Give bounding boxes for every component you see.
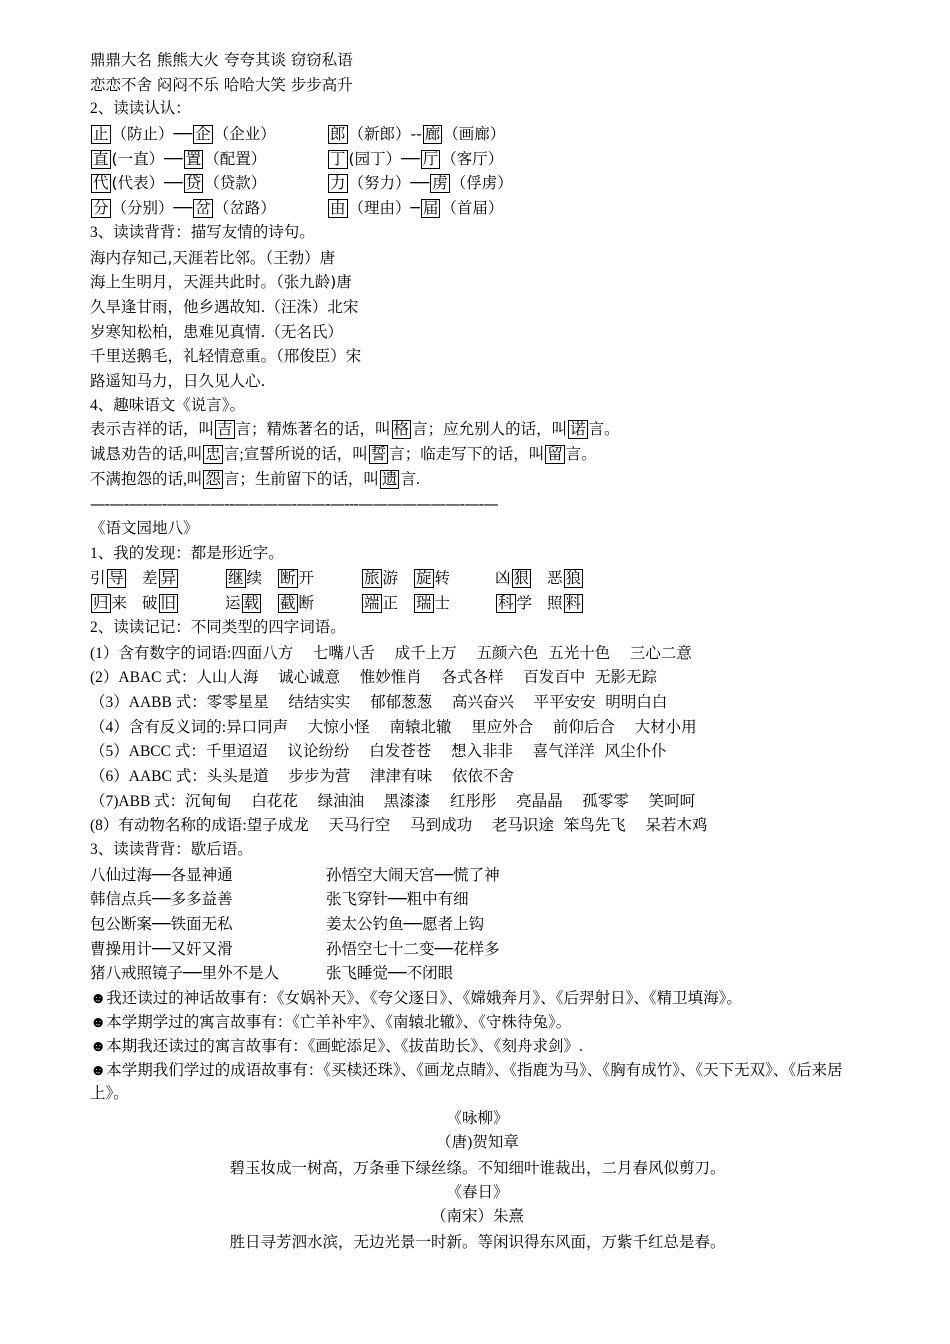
boxed-char: 旧 [160,594,177,613]
similar-char-word [90,591,142,616]
poems [90,1106,865,1254]
xiehouyu-row [90,961,865,986]
xiehouyu-item: 姜太公钓鱼──愿者上钩 [326,915,485,934]
poem-title: 《春日》 [446,1183,509,1202]
idiom-text: 人山人海 诚心诚意 惟妙惟肖 各式各样 百发百中 无影无踪 [196,668,658,687]
story-paragraph: ☻本期我还读过的寓言故事有：《画蛇添足》、《拔苗助长》、《刻舟求剑》. [90,1038,583,1056]
fun-text: 表示吉祥的话，叫 [90,421,215,439]
idiom-row [90,690,865,715]
fun-language-line [90,468,865,493]
section-title: 3、读读背背：描写友情的诗句。 [90,223,315,241]
idiom-label: (1）含有数字的词语: [90,644,232,662]
recognition-row [90,171,865,196]
idiom-label: （7)ABB 式： [90,792,186,810]
document-page [90,48,865,1254]
fun-text: 言；应允别人的话，叫 [412,421,568,439]
recognition-text: （企业） [213,125,276,144]
similar-char-word [495,591,547,616]
idiom-row [90,665,865,690]
recognition-text: （配置） [204,149,267,168]
similar-chars-row [90,566,865,591]
idiom-text: 异口同声 大惊小怪 南辕北辙 里应外合 前仰后合 大材小用 [226,717,697,736]
recognition-text: （理由）─ [348,199,420,218]
recognition-cell [90,147,327,172]
boxed-char: 吉 [217,421,233,439]
idiom-label: （3）AABB 式： [90,693,207,711]
section-title: 2、读读认认： [90,100,191,118]
boxed-char: 端 [364,594,380,613]
xiehouyu-item: 包公断案──铁面无私 [90,915,233,934]
plain-char: 破 [142,594,158,613]
boxed-char: 导 [108,569,125,588]
idiom-row [90,813,865,838]
boxed-char: 旅 [364,569,380,588]
boxed-char: 格 [393,421,410,439]
recognition-text: （画廊） [443,125,506,144]
boxed-char: 直 [93,149,109,168]
boxed-char: 岔 [195,199,211,218]
similar-char-word [547,566,607,591]
idiom-text: 四面八方 七嘴八舌 成千上万 五颜六色 五光十色 三心二意 [231,643,692,662]
idiom-label: （5）ABCC 式： [90,743,206,761]
similar-char-word [361,591,413,616]
fun-text: 言。 [588,421,620,439]
recognition-cell [90,171,327,196]
similar-char-word [413,566,479,591]
plain-char: 差 [142,569,158,588]
plain-char: 运 [225,594,241,613]
boxed-char: 狼 [565,569,582,588]
plain-char: 引 [90,569,106,588]
recognition-text: （岔路） [213,199,276,218]
recognition-cell [327,122,505,147]
boxed-char: 异 [160,569,177,588]
plain-char: 学 [516,594,533,613]
poem-text: 胜日寻芳泗水滨，无边光景一时新。等闲识得东风面，万紫千红总是春。 [229,1232,726,1251]
recognition-cell [90,196,327,221]
boxed-char: 届 [422,199,439,218]
section-title: 2、读读记记：不同类型的四字词语。 [90,618,346,636]
boxed-char: 厅 [422,149,439,168]
boxed-char: 丁 [330,149,346,168]
idiom-text: 头头是道 步步为营 津津有味 依依不舍 [206,766,514,785]
recognition-row [90,147,865,172]
plain-char: 续 [246,569,263,588]
idiom-row [90,739,865,764]
boxed-char: 狠 [513,569,530,588]
boxed-char: 怨 [205,470,221,488]
xiehouyu-row [90,887,865,912]
recognition-cell [327,147,503,172]
story-lists [90,987,865,1105]
xiehouyu-item: 曹操用计──又奸又滑 [90,939,233,958]
fun-text: 言;宣誓所说的话，叫 [223,446,368,463]
boxed-char: 代 [93,174,109,193]
xiehouyu-list [90,863,865,986]
boxed-char: 料 [565,594,582,613]
section-title: 1、我的发现：都是形近字。 [90,544,284,562]
similar-char-word [413,591,479,616]
friendship-verse: 千里送鹅毛，礼轻情意重。（邢俊臣）宋 [90,347,362,366]
plain-char: 断 [298,594,315,613]
similar-char-word [547,591,607,616]
recognition-row [90,122,865,147]
recognition-text: （贷款） [204,174,267,193]
boxed-char: 由 [330,199,346,218]
boxed-char: 企 [195,125,211,144]
fun-language-line [90,418,865,443]
friendship-verse: 海内存知己,天涯若比邻。（王勃）唐 [90,248,336,267]
recognition-table [90,122,865,221]
boxed-char: 截 [280,594,296,613]
boxed-char: 廊 [424,125,441,144]
boxed-char: 瑞 [416,594,432,613]
poem-title: 《咏柳》 [446,1109,509,1128]
idiom-text: 零零星星 结结实实 郁郁葱葱 高兴奋兴 平平安安 明明白白 [206,692,668,711]
boxed-char: 贷 [185,174,202,193]
boxed-char: 忠 [205,446,221,463]
boxed-char: 旋 [416,569,432,588]
plain-char: 转 [434,569,451,588]
xiehouyu-item: 孙悟空大闹天宫──慌了神 [326,865,500,884]
fun-language-line [90,443,865,468]
similar-char-word [495,566,547,591]
story-paragraph: ☻本学期学过的寓言故事有：《亡羊补牢》、《南辕北辙》、《守株待兔》。 [90,1014,572,1032]
boxed-char: 诺 [570,421,586,439]
recognition-text: （客厅） [441,149,504,168]
plain-char: 来 [111,594,128,613]
idiom-label: (2）ABAC 式： [90,669,197,687]
xiehouyu-row [90,937,865,962]
friendship-verse: 久旱逢甘雨，他乡遇故知.（汪洙）北宋 [90,297,359,316]
recognition-text: (一直）── [111,149,183,168]
boxed-char: 载 [243,594,260,613]
intro-line: 恋恋不舍 闷闷不乐 哈哈大笑 步步高升 [90,75,353,94]
story-paragraph: ☻本学期我们学过的成语故事有：《买椟还珠》、《画龙点睛》、《指鹿为马》、《胸有成竹》、《天下无双》、《后来居上》。 [90,1062,843,1103]
idiom-list [90,641,865,839]
boxed-char: 继 [228,569,244,588]
section-title: 4、趣味语文《说言》。 [90,396,246,414]
similar-char-word [361,566,413,591]
idiom-text: 望子成龙 天马行空 马到成功 老马识途 笨鸟先飞 呆若木鸡 [246,816,708,835]
recognition-text: （努力）── [348,174,430,193]
poem-author: （南宋）朱熹 [430,1207,524,1225]
fun-text: 言。 [565,446,597,463]
plain-char: 开 [298,569,315,588]
boxed-char: 虏 [432,174,448,193]
idiom-row [90,789,865,814]
plain-char: 游 [382,569,399,588]
fun-text: 言. [400,470,420,488]
recognition-cell [90,122,327,147]
similar-char-word [277,566,345,591]
recognition-text: （新郎）-- [348,125,422,144]
idiom-row [90,641,865,666]
boxed-char: 科 [498,594,514,613]
friendship-verse: 路遥知马力，日久见人心. [90,371,266,390]
idiom-label: （6）AABC 式： [90,767,207,785]
boxed-char: 归 [93,594,109,613]
xiehouyu-row [90,912,865,937]
similar-char-word [277,591,345,616]
boxed-char: 止 [93,125,109,144]
friendship-verse: 岁寒知松柏，患难见真情.（无名氏） [90,322,343,341]
recognition-cell [327,196,503,221]
friendship-verse: 海上生明月，天涯共此时。（张九龄)唐 [90,273,352,292]
similar-char-word [90,566,142,591]
divider-line: —-—-—-—-————--————-——-—---———————-—-— [90,495,498,514]
plain-char: 照 [547,594,563,613]
poem-author: （唐)贺知章 [436,1133,519,1151]
recognition-text: （防止）── [111,125,193,144]
story-paragraph: ☻我还读过的神话故事有：《女娲补天》、《夸父逐日》、《嫦娥奔月》、《后羿射日》、《精卫填海》。 [90,990,742,1008]
similar-char-word [142,591,209,616]
plain-char: 士 [434,594,451,613]
intro-line: 鼎鼎大名 熊熊大火 夸夸其谈 窃窃私语 [90,51,353,69]
boxed-char: 力 [330,174,346,193]
fun-language-lines [90,418,865,492]
recognition-text: （分别）── [111,199,193,218]
fun-text: 言；生前留下的话，叫 [223,470,379,488]
recognition-text: (园丁）── [348,149,420,168]
poem-lines [90,246,865,394]
fun-text: 诚恳劝告的话,叫 [90,446,203,463]
plain-char: 恶 [547,569,563,588]
plain-char: 正 [382,594,399,613]
xiehouyu-item: 张飞睡觉──不闭眼 [326,964,454,983]
boxed-char: 誓 [370,446,387,463]
xiehouyu-row [90,863,865,888]
recognition-text: (代表）── [111,174,183,193]
similar-char-word [225,591,277,616]
idiom-label: （4）含有反义词的: [90,718,227,736]
section-title: 3、读读背背：歇后语。 [90,841,253,858]
section-title: 《语文园地八》 [90,520,199,538]
idiom-text: 沉甸甸 白花花 绿油油 黑漆漆 红彤彤 亮晶晶 孤零零 笑呵呵 [185,791,696,810]
fun-text: 言；临走写下的话，叫 [389,446,545,463]
fun-text: 不满抱怨的话,叫 [90,470,203,488]
xiehouyu-item: 张飞穿针──粗中有细 [326,890,469,909]
boxed-char: 郎 [330,125,346,144]
idiom-label: (8）有动物名称的成语: [90,817,247,835]
recognition-row [90,196,865,221]
similar-chars-row [90,591,865,616]
idiom-row [90,764,865,789]
recognition-cell [327,171,513,196]
fun-text: 言；精炼著名的话，叫 [235,421,391,439]
xiehouyu-item: 孙悟空七十二变──花样多 [326,939,500,958]
boxed-char: 置 [185,149,202,168]
idiom-text: 千里迢迢 议论纷纷 白发苍苍 想入非非 喜气洋洋 风尘仆仆 [205,742,667,761]
idiom-row [90,715,865,740]
boxed-char: 遗 [381,470,398,488]
boxed-char: 留 [547,446,563,463]
similar-char-word [142,566,209,591]
poem-text: 碧玉妆成一树高，万条垂下绿丝绦。不知细叶谁裁出，二月春风似剪刀。 [229,1158,726,1177]
boxed-char: 分 [93,199,109,218]
recognition-text: （俘虏） [450,174,513,193]
recognition-text: （首届） [441,199,504,218]
boxed-char: 断 [280,569,296,588]
xiehouyu-item: 猪八戒照镜子──里外不是人 [90,964,280,983]
xiehouyu-item: 韩信点兵──多多益善 [90,890,233,909]
plain-char: 凶 [495,569,511,588]
xiehouyu-item: 八仙过海──各显神通 [90,865,233,884]
similar-char-word [225,566,277,591]
